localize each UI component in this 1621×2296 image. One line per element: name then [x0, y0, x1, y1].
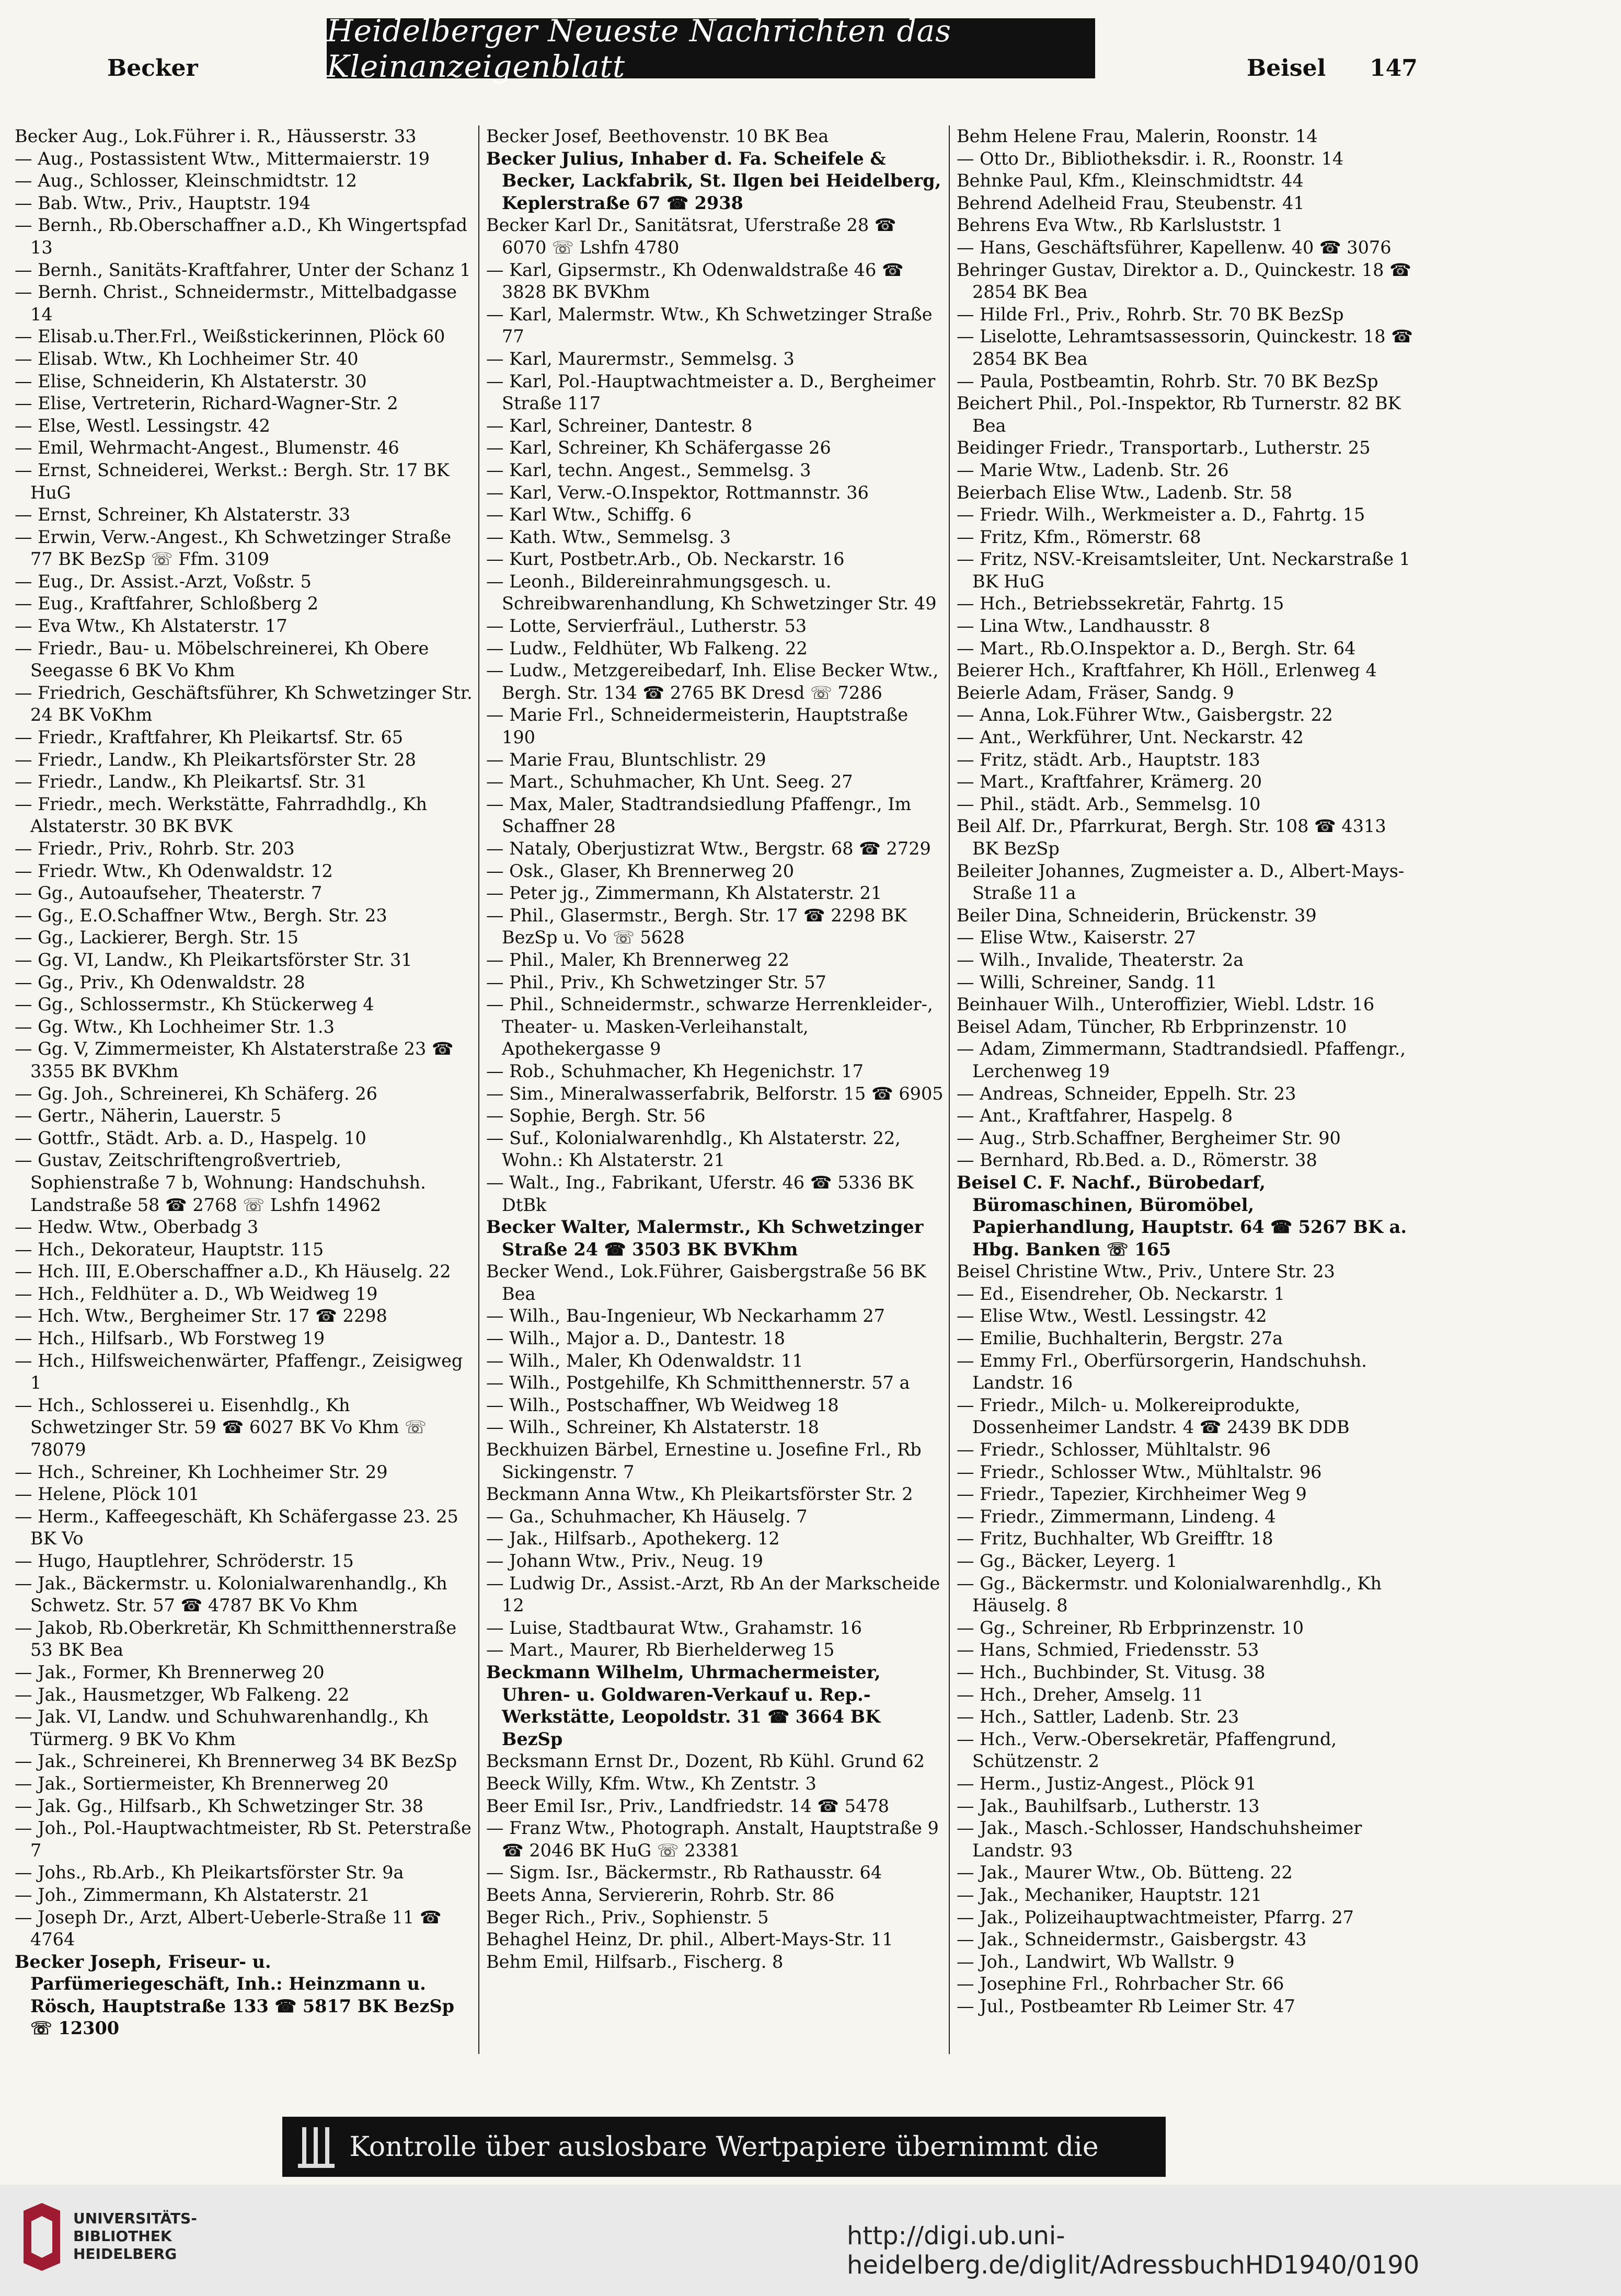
directory-entry: — Hugo, Hauptlehrer, Schröderstr. 15: [15, 1551, 354, 1571]
directory-entry: — Josephine Frl., Rohrbacher Str. 66: [957, 1974, 1284, 1994]
directory-entry: — Karl, Verw.-O.Inspektor, Rottmannstr. 36: [486, 482, 869, 503]
ornament-icon: [293, 2122, 340, 2172]
directory-entry: — Jak., Former, Kh Brennerweg 20: [15, 1662, 325, 1682]
directory-entry: Becker Karl Dr., Sanitätsrat, Uferstraße 28 ☎ 6070 ☏ Lshfn 4780: [486, 215, 896, 258]
directory-entry: — Gg. Joh., Schreinerei, Kh Schäferg. 26: [15, 1083, 377, 1104]
directory-entry: Beierer Hch., Kraftfahrer, Kh Höll., Erlenweg 4: [957, 660, 1377, 681]
directory-entry: — Fritz, städt. Arb., Hauptstr. 183: [957, 749, 1260, 770]
directory-entry: — Hch. III, E.Oberschaffner a.D., Kh Häuselg. 22: [15, 1261, 451, 1282]
column-divider: [949, 125, 950, 2054]
directory-entry: — Willi, Schreiner, Sandg. 11: [957, 972, 1217, 993]
directory-entry: — Hch., Dreher, Amselg. 11: [957, 1684, 1204, 1705]
directory-entry: Becksmann Ernst Dr., Dozent, Rb Kühl. Grund 62: [486, 1751, 925, 1772]
directory-entry: — Liselotte, Lehramtsassessorin, Quinckestr. 18 ☎ 2854 BK Bea: [957, 326, 1413, 369]
directory-entry: Becker Julius, Inhaber d. Fa. Scheifele & Becker, Lackfabrik, St. Ilgen bei Heidelberg, Keplerstraße 67 ☎ 2938: [486, 148, 941, 213]
directory-entry: — Nataly, Oberjustizrat Wtw., Bergstr. 68 ☎ 2729: [486, 838, 931, 859]
directory-entry: — Gottfr., Städt. Arb. a. D., Haspelg. 10: [15, 1127, 366, 1148]
directory-entry: — Friedr., Tapezier, Kirchheimer Weg 9: [957, 1484, 1307, 1505]
directory-entry: — Gg. V, Zimmermeister, Kh Alstaterstraße 23 ☎ 3355 BK BVKhm: [15, 1039, 454, 1081]
directory-entry: — Aug., Postassistent Wtw., Mittermaierstr. 19: [15, 148, 430, 169]
directory-entry: — Lina Wtw., Landhausstr. 8: [957, 616, 1210, 637]
page-number: 147: [1370, 55, 1418, 82]
directory-entry: — Rob., Schuhmacher, Kh Hegenichstr. 17: [486, 1060, 864, 1081]
directory-entry: Becker Walter, Malermstr., Kh Schwetzinger Straße 24 ☎ 3503 BK BVKhm: [486, 1217, 924, 1260]
directory-entry: — Paula, Postbeamtin, Rohrb. Str. 70 BK BezSp: [957, 371, 1378, 391]
directory-entry: — Friedrich, Geschäftsführer, Kh Schwetzinger Str. 24 BK VoKhm: [15, 682, 473, 725]
directory-entry: — Friedr., Landw., Kh Pleikartsförster Str. 28: [15, 749, 416, 770]
directory-entry: — Friedr., mech. Werkstätte, Fahrradhdlg., Kh Alstaterstr. 30 BK BVK: [15, 793, 428, 837]
directory-entry: — Johs., Rb.Arb., Kh Pleikartsförster Str. 9a: [15, 1862, 404, 1883]
directory-entry: Beger Rich., Priv., Sophienstr. 5: [486, 1907, 769, 1928]
directory-entry: — Fritz, NSV.-Kreisamtsleiter, Unt. Neckarstraße 1 BK HuG: [957, 549, 1410, 592]
directory-entry: — Jak., Bauhilfsarb., Lutherstr. 13: [957, 1795, 1260, 1816]
directory-entry: — Jak., Sortiermeister, Kh Brennerweg 20: [15, 1773, 389, 1794]
directory-entry: — Elise, Vertreterin, Richard-Wagner-Str. 2: [15, 393, 398, 414]
directory-entry: — Ga., Schuhmacher, Kh Häuselg. 7: [486, 1506, 808, 1527]
directory-entry: — Eug., Dr. Assist.-Arzt, Voßstr. 5: [15, 571, 312, 592]
directory-entry: — Marie Frau, Bluntschlistr. 29: [486, 749, 766, 770]
directory-entry: — Phil., Schneidermstr., schwarze Herrenkleider-, Theater- u. Masken-Verleihanstalt, Apothekergasse 9: [486, 994, 933, 1059]
directory-entry: — Karl, Maurermstr., Semmelsg. 3: [486, 348, 795, 369]
directory-entry: — Andreas, Schneider, Eppelh. Str. 23: [957, 1083, 1296, 1104]
directory-entry: — Kath. Wtw., Semmelsg. 3: [486, 526, 731, 547]
directory-entry: — Elise Wtw., Kaiserstr. 27: [957, 927, 1196, 948]
directory-entry: — Sim., Mineralwasserfabrik, Belforstr. 15 ☎ 6905: [486, 1083, 944, 1104]
directory-entry: Behm Emil, Hilfsarb., Fischerg. 8: [486, 1951, 784, 1972]
directory-entry: — Emilie, Buchhalterin, Bergstr. 27a: [957, 1328, 1283, 1349]
directory-entry: Beil Alf. Dr., Pfarrkurat, Bergh. Str. 108 ☎ 4313 BK BezSp: [957, 816, 1386, 859]
directory-entry: — Gg., Bäckermstr. und Kolonialwarenhdlg., Kh Häuselg. 8: [957, 1573, 1382, 1616]
directory-entry: — Bab. Wtw., Priv., Hauptstr. 194: [15, 192, 311, 213]
directory-entry: — Helene, Plöck 101: [15, 1484, 200, 1505]
directory-entry: — Max, Maler, Stadtrandsiedlung Pfaffengr., Im Schaffner 28: [486, 793, 912, 837]
directory-entry: — Elise, Schneiderin, Kh Alstaterstr. 30: [15, 371, 367, 391]
directory-entry: — Wilh., Bau-Ingenieur, Wb Neckarhamm 27: [486, 1306, 885, 1326]
directory-entry: — Hch., Betriebssekretär, Fahrtg. 15: [957, 593, 1284, 614]
directory-entry: — Elisab.u.Ther.Frl., Weißstickerinnen, Plöck 60: [15, 326, 445, 347]
directory-entry: — Hch., Schreiner, Kh Lochheimer Str. 29: [15, 1461, 388, 1482]
directory-entry: — Bernh., Rb.Oberschaffner a.D., Kh Wingertspfad 13: [15, 215, 467, 258]
directory-entry: — Emmy Frl., Oberfürsorgerin, Handschuhsh. Landstr. 16: [957, 1350, 1367, 1393]
directory-entry: — Johann Wtw., Priv., Neug. 19: [486, 1551, 763, 1571]
directory-entry: — Hans, Geschäftsführer, Kapellenw. 40 ☎ 3076: [957, 237, 1392, 258]
directory-entry: — Karl, techn. Angest., Semmelsg. 3: [486, 459, 811, 480]
directory-entry: — Walt., Ing., Fabrikant, Uferstr. 46 ☎ 5336 BK DtBk: [486, 1172, 914, 1215]
directory-entry: — Friedr., Schlosser, Mühltalstr. 96: [957, 1439, 1271, 1460]
directory-entry: — Friedr. Wilh., Werkmeister a. D., Fahrtg. 15: [957, 504, 1365, 525]
directory-entry: — Jak. Gg., Hilfsarb., Kh Schwetzinger Str. 38: [15, 1795, 423, 1816]
directory-entry: Behaghel Heinz, Dr. phil., Albert-Mays-Str. 11: [486, 1929, 893, 1950]
directory-entry: — Gg., Priv., Kh Odenwaldstr. 28: [15, 972, 305, 993]
directory-entry: — Luise, Stadtbaurat Wtw., Grahamstr. 16: [486, 1617, 862, 1638]
directory-entry: Behrens Eva Wtw., Rb Karlsluststr. 1: [957, 215, 1283, 236]
directory-entry: Beisel C. F. Nachf., Bürobedarf, Büromaschinen, Büromöbel, Papierhandlung, Hauptstr. 64 ☎ 5267 BK a. Hbg. Banken ☏ 165: [957, 1172, 1407, 1260]
directory-entry: Beckmann Anna Wtw., Kh Pleikartsförster Str. 2: [486, 1484, 913, 1505]
directory-entry: — Herm., Justiz-Angest., Plöck 91: [957, 1773, 1257, 1794]
directory-entry: — Eva Wtw., Kh Alstaterstr. 17: [15, 616, 288, 637]
directory-entry: — Elise Wtw., Westl. Lessingstr. 42: [957, 1306, 1267, 1326]
directory-entry: — Elisab. Wtw., Kh Lochheimer Str. 40: [15, 348, 359, 369]
directory-entry: — Emil, Wehrmacht-Angest., Blumenstr. 46: [15, 437, 399, 458]
column-3: [957, 125, 1417, 2017]
source-url[interactable]: http://digi.ub.uni-heidelberg.de/diglit/AdressbuchHD1940/0190: [847, 2221, 1420, 2280]
directory-entry: — Aug., Strb.Schaffner, Bergheimer Str. 90: [957, 1127, 1341, 1148]
running-head-left: Becker: [107, 55, 198, 82]
directory-entry: — Jak., Maurer Wtw., Ob. Bütteng. 22: [957, 1862, 1293, 1883]
directory-entry: — Mart., Kraftfahrer, Krämerg. 20: [957, 771, 1262, 792]
directory-entry: — Friedr., Zimmermann, Lindeng. 4: [957, 1506, 1276, 1527]
directory-entry: Becker Josef, Beethovenstr. 10 BK Bea: [486, 126, 829, 146]
directory-entry: — Sophie, Bergh. Str. 56: [486, 1105, 706, 1126]
directory-entry: Behm Helene Frau, Malerin, Roonstr. 14: [957, 126, 1318, 146]
directory-entry: Beierle Adam, Fräser, Sandg. 9: [957, 682, 1234, 703]
directory-entry: — Eug., Kraftfahrer, Schloßberg 2: [15, 593, 319, 614]
directory-entry: — Hans, Schmied, Friedensstr. 53: [957, 1640, 1259, 1660]
directory-entry: Becker Aug., Lok.Führer i. R., Häusserstr. 33: [15, 126, 417, 146]
directory-entry: — Ernst, Schneiderei, Werkst.: Bergh. Str. 17 BK HuG: [15, 459, 450, 503]
directory-entry: — Kurt, Postbetr.Arb., Ob. Neckarstr. 16: [486, 549, 845, 570]
directory-entry: — Osk., Glaser, Kh Brennerweg 20: [486, 860, 795, 881]
directory-entry: — Karl, Pol.-Hauptwachtmeister a. D., Bergheimer Straße 117: [486, 371, 936, 414]
directory-entry: — Gg. Wtw., Kh Lochheimer Str. 1.3: [15, 1016, 335, 1037]
directory-entry: — Friedr. Wtw., Kh Odenwaldstr. 12: [15, 860, 333, 881]
directory-entry: — Jak., Mechaniker, Hauptstr. 121: [957, 1884, 1262, 1905]
directory-entry: — Franz Wtw., Photograph. Anstalt, Hauptstraße 9 ☎ 2046 BK HuG ☏ 23381: [486, 1818, 939, 1861]
header-banner: Heidelberger Neueste Nachrichten das Kleinanzeigenblatt: [327, 18, 1095, 78]
directory-entry: Behnke Paul, Kfm., Kleinschmidtstr. 44: [957, 170, 1304, 191]
directory-entry: — Friedr., Milch- u. Molkereiprodukte, Dossenheimer Landstr. 4 ☎ 2439 BK DDB: [957, 1394, 1350, 1438]
directory-entry: — Hch., Sattler, Ladenb. Str. 23: [957, 1706, 1239, 1727]
directory-entry: — Hch., Schlosserei u. Eisenhdlg., Kh Schwetzinger Str. 59 ☎ 6027 BK Vo Khm ☏ 78079: [15, 1394, 427, 1460]
directory-entry: — Hch., Buchbinder, St. Vitusg. 38: [957, 1662, 1266, 1682]
directory-entry: — Lotte, Servierfräul., Lutherstr. 53: [486, 616, 807, 637]
directory-entry: Becker Joseph, Friseur- u. Parfümeriegeschäft, Inh.: Heinzmann u. Rösch, Hauptstraße 133 ☎ 5817 BK BezSp ☏ 12300: [15, 1951, 455, 2039]
directory-entry: — Wilh., Major a. D., Dantestr. 18: [486, 1328, 785, 1349]
directory-entry: — Marie Wtw., Ladenb. Str. 26: [957, 459, 1229, 480]
directory-entry: — Ernst, Schreiner, Kh Alstaterstr. 33: [15, 504, 351, 525]
directory-entry: — Hch., Hilfsarb., Wb Forstweg 19: [15, 1328, 325, 1349]
library-name: UNIVERSITÄTS- BIBLIOTHEK HEIDELBERG: [73, 2210, 197, 2263]
directory-entry: — Ludw., Metzgereibedarf, Inh. Elise Becker Wtw., Bergh. Str. 134 ☎ 2765 BK Dresd ☏ 7286: [486, 660, 939, 703]
directory-entry: — Ludwig Dr., Assist.-Arzt, Rb An der Markscheide 12: [486, 1573, 940, 1616]
directory-entry: — Wilh., Postschaffner, Wb Weidweg 18: [486, 1394, 839, 1415]
directory-entry: — Jak., Bäckermstr. u. Kolonialwarenhandlg., Kh Schwetz. Str. 57 ☎ 4787 BK Vo Khm: [15, 1573, 447, 1616]
directory-entry: — Gg., Schlossermstr., Kh Stückerweg 4: [15, 994, 374, 1015]
directory-entry: Beidinger Friedr., Transportarb., Lutherstr. 25: [957, 437, 1371, 458]
directory-entry: — Jak. VI, Landw. und Schuhwarenhandlg., Kh Türmerg. 9 BK Vo Khm: [15, 1706, 429, 1749]
directory-entry: — Friedr., Priv., Rohrb. Str. 203: [15, 838, 295, 859]
directory-entry: — Gg., E.O.Schaffner Wtw., Bergh. Str. 23: [15, 905, 387, 926]
directory-entry: Beiler Dina, Schneiderin, Brückenstr. 39: [957, 905, 1317, 926]
directory-entry: — Ludw., Feldhüter, Wb Falkeng. 22: [486, 638, 808, 659]
column-divider: [478, 125, 479, 2054]
directory-entry: Beets Anna, Serviererin, Rohrb. Str. 86: [486, 1884, 835, 1905]
directory-entry: — Jak., Hilfsarb., Apothekerg. 12: [486, 1528, 780, 1549]
directory-entry: — Joh., Landwirt, Wb Wallstr. 9: [957, 1951, 1235, 1972]
directory-entry: — Hedw. Wtw., Oberbadg 3: [15, 1217, 259, 1238]
directory-entry: — Hch., Feldhüter a. D., Wb Weidweg 19: [15, 1283, 378, 1304]
directory-entry: — Herm., Kaffeegeschäft, Kh Schäfergasse 23. 25 BK Vo: [15, 1506, 458, 1549]
directory-entry: — Hilde Frl., Priv., Rohrb. Str. 70 BK BezSp: [957, 304, 1344, 325]
directory-entry: — Ant., Werkführer, Unt. Neckarstr. 42: [957, 727, 1304, 748]
directory-entry: — Gg. VI, Landw., Kh Pleikartsförster Str. 31: [15, 949, 412, 970]
directory-entry: — Joseph Dr., Arzt, Albert-Ueberle-Straße 11 ☎ 4764: [15, 1907, 442, 1950]
directory-entry: — Anna, Lok.Führer Wtw., Gaisbergstr. 22: [957, 705, 1333, 725]
directory-entry: Beichert Phil., Pol.-Inspektor, Rb Turnerstr. 82 BK Bea: [957, 393, 1401, 436]
directory-entry: — Gg., Lackierer, Bergh. Str. 15: [15, 927, 299, 948]
directory-entry: Behrend Adelheid Frau, Steubenstr. 41: [957, 192, 1305, 213]
directory-entry: Beckhuizen Bärbel, Ernestine u. Josefine Frl., Rb Sickingenstr. 7: [486, 1439, 922, 1482]
directory-entry: — Phil., Glasermstr., Bergh. Str. 17 ☎ 2298 BK BezSp u. Vo ☏ 5628: [486, 905, 907, 948]
directory-entry: Beileiter Johannes, Zugmeister a. D., Albert-Mays-Straße 11 a: [957, 860, 1405, 904]
directory-entry: — Joh., Pol.-Hauptwachtmeister, Rb St. Peterstraße 7: [15, 1818, 472, 1861]
column-2: [486, 125, 946, 1973]
directory-entry: — Mart., Rb.O.Inspektor a. D., Bergh. Str. 64: [957, 638, 1356, 659]
directory-entry: Beckmann Wilhelm, Uhrmachermeister, Uhren- u. Goldwaren-Verkauf u. Rep.-Werkstätte, Leopoldstr. 31 ☎ 3664 BK BezSp: [486, 1662, 881, 1749]
directory-entry: Beisel Adam, Tüncher, Rb Erbprinzenstr. 10: [957, 1016, 1347, 1037]
directory-entry: — Gg., Bäcker, Leyerg. 1: [957, 1551, 1178, 1571]
directory-entry: — Karl, Schreiner, Dantestr. 8: [486, 415, 753, 436]
directory-entry: — Ant., Kraftfahrer, Haspelg. 8: [957, 1105, 1233, 1126]
directory-entry: — Wilh., Maler, Kh Odenwaldstr. 11: [486, 1350, 803, 1371]
directory-entry: — Gustav, Zeitschriftengroßvertrieb, Sophienstraße 7 b, Wohnung: Handschuhsh. Landstraße 58 ☎ 2768 ☏ Lshfn 14962: [15, 1150, 426, 1215]
directory-entry: — Phil., Maler, Kh Brennerweg 22: [486, 949, 790, 970]
directory-entry: Beeck Willy, Kfm. Wtw., Kh Zentstr. 3: [486, 1773, 817, 1794]
column-1: [15, 125, 475, 2040]
directory-entry: — Bernhard, Rb.Bed. a. D., Römerstr. 38: [957, 1150, 1317, 1171]
directory-entry: — Gg., Autoaufseher, Theaterstr. 7: [15, 883, 323, 904]
directory-entry: — Sigm. Isr., Bäckermstr., Rb Rathausstr. 64: [486, 1862, 882, 1883]
directory-entry: — Jak., Polizeihauptwachtmeister, Pfarrg. 27: [957, 1907, 1354, 1928]
directory-entry: Behringer Gustav, Direktor a. D., Quinckestr. 18 ☎ 2854 BK Bea: [957, 259, 1411, 303]
directory-entry: — Suf., Kolonialwarenhdlg., Kh Alstaterstr. 22, Wohn.: Kh Alstaterstr. 21: [486, 1127, 901, 1171]
directory-entry: — Karl, Gipsermstr., Kh Odenwaldstraße 46 ☎ 3828 BK BVKhm: [486, 259, 904, 303]
directory-entry: — Wilh., Invalide, Theaterstr. 2a: [957, 949, 1244, 970]
directory-entry: — Friedr., Kraftfahrer, Kh Pleikartsf. Str. 65: [15, 727, 404, 748]
directory-entry: — Hch., Verw.-Obersekretär, Pfaffengrund, Schützenstr. 2: [957, 1728, 1337, 1772]
directory-entry: — Karl, Malermstr. Wtw., Kh Schwetzinger Straße 77: [486, 304, 933, 347]
directory-entry: — Hch. Wtw., Bergheimer Str. 17 ☎ 2298: [15, 1306, 387, 1326]
directory-entry: — Adam, Zimmermann, Stadtrandsiedl. Pfaffengr., Lerchenweg 19: [957, 1039, 1406, 1081]
footer-advert: Kontrolle über auslosbare Wertpapiere übernimmt die: [282, 2117, 1166, 2177]
directory-entry: — Jak., Hausmetzger, Wb Falkeng. 22: [15, 1684, 350, 1705]
directory-entry: — Jak., Masch.-Schlosser, Handschuhsheimer Landstr. 93: [957, 1818, 1362, 1861]
directory-entry: Beinhauer Wilh., Unteroffizier, Wiebl. Ldstr. 16: [957, 994, 1375, 1015]
directory-entry: — Jakob, Rb.Oberkretär, Kh Schmitthennerstraße 53 BK Bea: [15, 1617, 457, 1660]
directory-entry: — Joh., Zimmermann, Kh Alstaterstr. 21: [15, 1884, 370, 1905]
directory-entry: — Else, Westl. Lessingstr. 42: [15, 415, 270, 436]
directory-entry: — Aug., Schlosser, Kleinschmidtstr. 12: [15, 170, 358, 191]
running-head-right: Beisel: [1247, 55, 1326, 82]
directory-entry: — Mart., Schuhmacher, Kh Unt. Seeg. 27: [486, 771, 853, 792]
library-logo-icon: [18, 2200, 65, 2274]
directory-entry: — Jak., Schneidermstr., Gaisbergstr. 43: [957, 1929, 1307, 1950]
directory-entry: — Erwin, Verw.-Angest., Kh Schwetzinger Straße 77 BK BezSp ☏ Ffm. 3109: [15, 526, 452, 570]
directory-entry: — Gg., Schreiner, Rb Erbprinzenstr. 10: [957, 1617, 1304, 1638]
directory-entry: — Phil., Priv., Kh Schwetzinger Str. 57: [486, 972, 826, 993]
directory-entry: — Jul., Postbeamter Rb Leimer Str. 47: [957, 1995, 1295, 2016]
directory-entry: — Mart., Maurer, Rb Bierhelderweg 15: [486, 1640, 835, 1660]
directory-entry: — Leonh., Bildereinrahmungsgesch. u. Schreibwarenhandlung, Kh Schwetzinger Str. 49: [486, 571, 937, 614]
directory-entry: — Friedr., Landw., Kh Pleikartsf. Str. 31: [15, 771, 367, 792]
directory-entry: — Bernh., Sanitäts-Kraftfahrer, Unter der Schanz 1: [15, 259, 471, 280]
directory-entry: Beisel Christine Wtw., Priv., Untere Str. 23: [957, 1261, 1335, 1282]
directory-entry: — Fritz, Kfm., Römerstr. 68: [957, 526, 1201, 547]
directory-entry: — Bernh. Christ., Schneidermstr., Mittelbadgasse 14: [15, 282, 457, 325]
directory-entry: — Gertr., Näherin, Lauerstr. 5: [15, 1105, 282, 1126]
directory-entry: — Wilh., Postgehilfe, Kh Schmitthennerstr. 57 a: [486, 1372, 910, 1393]
directory-entry: — Fritz, Buchhalter, Wb Greifftr. 18: [957, 1528, 1273, 1549]
directory-entry: — Karl, Schreiner, Kh Schäfergasse 26: [486, 437, 831, 458]
directory-entry: — Friedr., Schlosser Wtw., Mühltalstr. 96: [957, 1461, 1322, 1482]
directory-entry: — Peter jg., Zimmermann, Kh Alstaterstr. 21: [486, 883, 882, 904]
directory-entry: Beierbach Elise Wtw., Ladenb. Str. 58: [957, 482, 1292, 503]
directory-entry: — Phil., städt. Arb., Semmelsg. 10: [957, 793, 1261, 814]
directory-entry: Becker Wend., Lok.Führer, Gaisbergstraße 56 BK Bea: [486, 1261, 926, 1304]
directory-entry: — Jak., Schreinerei, Kh Brennerweg 34 BK BezSp: [15, 1751, 457, 1772]
directory-entry: — Ed., Eisendreher, Ob. Neckarstr. 1: [957, 1283, 1285, 1304]
directory-entry: — Hch., Dekorateur, Hauptstr. 115: [15, 1239, 324, 1260]
directory-entry: — Friedr., Bau- u. Möbelschreinerei, Kh Obere Seegasse 6 BK Vo Khm: [15, 638, 429, 681]
directory-entry: — Wilh., Schreiner, Kh Alstaterstr. 18: [486, 1417, 819, 1438]
directory-entry: Beer Emil Isr., Priv., Landfriedstr. 14 ☎ 5478: [486, 1795, 889, 1816]
directory-entry: — Otto Dr., Bibliotheksdir. i. R., Roonstr. 14: [957, 148, 1344, 169]
directory-entry: — Marie Frl., Schneidermeisterin, Hauptstraße 190: [486, 705, 909, 748]
directory-entry: — Karl Wtw., Schiffg. 6: [486, 504, 692, 525]
directory-entry: — Hch., Hilfsweichenwärter, Pfaffengr., Zeisigweg 1: [15, 1350, 463, 1393]
